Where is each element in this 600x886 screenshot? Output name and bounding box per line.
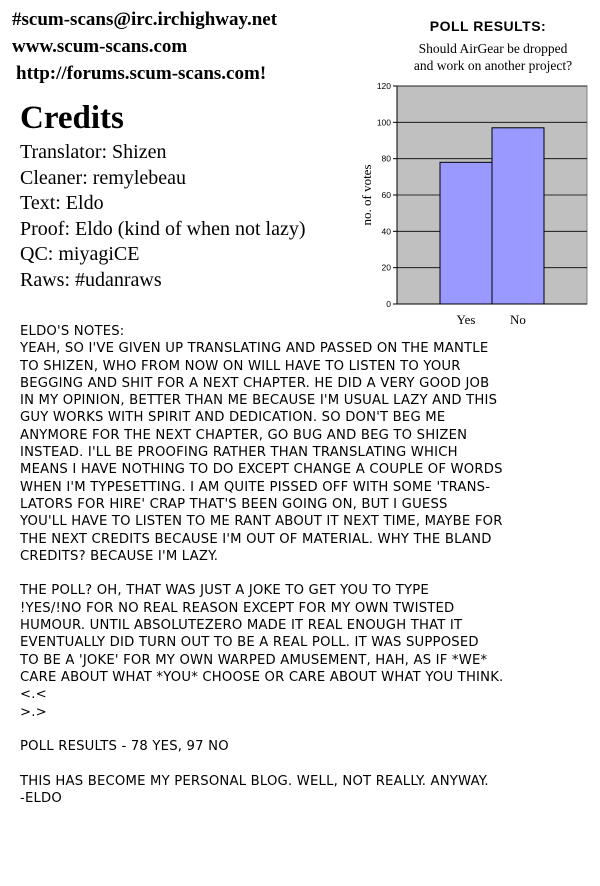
notes-line: THE POLL? OH, THAT WAS JUST A JOKE TO GET YOU TO TYPE bbox=[20, 583, 429, 599]
notes-line: INSTEAD. I'LL BE PROOFING RATHER THAN TRANSLATING WHICH bbox=[20, 445, 458, 461]
y-tick-label: 20 bbox=[381, 262, 391, 273]
poll-question-line-2: and work on another project? bbox=[413, 58, 573, 73]
signature-line: -ELDO bbox=[20, 791, 62, 807]
notes-paragraph-2 bbox=[20, 582, 592, 720]
notes-line: TO SHIZEN, WHO FROM NOW ON WILL HAVE TO LISTEN TO YOUR bbox=[20, 358, 461, 374]
notes-line: LATORS FOR HIRE' CRAP THAT'S BEEN GOING ON, BUT I GUESS bbox=[20, 496, 448, 512]
notes-line: IN MY OPINION, BETTER THAN ME BECAUSE I'M USUAL LAZY AND THIS bbox=[20, 393, 498, 409]
notes-line: THE NEXT CREDITS BECAUSE I'M OUT OF MATERIAL. WHY THE BLAND bbox=[20, 531, 492, 547]
notes-line: EVENTUALLY DID TURN OUT TO BE A REAL POLL. IT WAS SUPPOSED bbox=[20, 635, 479, 651]
forum-url: http://forums.scum-scans.com! bbox=[16, 63, 267, 84]
notes-line: BEGGING AND SHIT FOR A NEXT CHAPTER. HE DID A VERY GOOD JOB bbox=[20, 375, 490, 391]
notes-line: YEAH, SO I'VE GIVEN UP TRANSLATING AND PASSED ON THE MANTLE bbox=[20, 341, 489, 357]
y-tick-label: 40 bbox=[381, 226, 391, 237]
credit-translator: Translator: Shizen bbox=[20, 141, 167, 163]
poll-bar-chart bbox=[355, 78, 595, 328]
notes-line: THIS HAS BECOME MY PERSONAL BLOG. WELL, NOT REALLY. ANYWAY. bbox=[20, 773, 489, 789]
x-tick-label: No bbox=[510, 312, 526, 327]
notes-line: !YES/!NO FOR NO REAL REASON EXCEPT FOR MY OWN TWISTED bbox=[20, 600, 455, 616]
irc-channel: #scum-scans@irc.irchighway.net bbox=[12, 9, 278, 30]
notes-line: ANYMORE FOR THE NEXT CHAPTER, GO BUG AND BEG TO SHIZEN bbox=[20, 427, 468, 443]
notes-line: TO BE A 'JOKE' FOR MY OWN WARPED AMUSEMENT, HAH, AS IF *WE* bbox=[20, 652, 488, 668]
y-tick-label: 80 bbox=[381, 153, 391, 164]
y-tick-label: 120 bbox=[376, 81, 391, 91]
credit-text: Text: Eldo bbox=[20, 192, 104, 214]
credit-raws: Raws: #udanraws bbox=[20, 268, 162, 291]
scanlator-links bbox=[12, 6, 277, 87]
notes-line: MEANS I HAVE NOTHING TO DO EXCEPT CHANGE A COUPLE OF WORDS bbox=[20, 462, 503, 478]
credit-qc: QC: miyagiCE bbox=[20, 243, 140, 265]
notes-line: CREDITS? BECAUSE I'M LAZY. bbox=[20, 548, 219, 564]
poll-heading: POLL RESULTS: bbox=[429, 18, 547, 34]
credit-cleaner: Cleaner: remylebeau bbox=[20, 166, 187, 189]
notes-line: >.> bbox=[20, 704, 47, 720]
notes-line: <.< bbox=[20, 687, 47, 703]
eldo-notes bbox=[20, 323, 592, 825]
poll-question-line-1: Should AirGear be dropped bbox=[418, 41, 568, 56]
credits-section bbox=[20, 100, 306, 293]
notes-line: ELDO'S NOTES: bbox=[20, 324, 125, 339]
notes-line: WHEN I'M TYPESETTING. I AM QUITE PISSED OFF WITH SOME 'TRANS- bbox=[20, 479, 491, 495]
poll-results-line: POLL RESULTS - 78 YES, 97 NO bbox=[20, 739, 229, 755]
y-axis-label: no. of votes bbox=[359, 164, 374, 226]
notes-line: HUMOUR. UNTIL ABSOLUTEZERO MADE IT REAL ENOUGH THAT IT bbox=[20, 618, 463, 634]
credit-proof: Proof: Eldo (kind of when not lazy) bbox=[20, 217, 306, 240]
bar-yes bbox=[440, 162, 492, 304]
y-tick-label: 0 bbox=[386, 299, 391, 309]
notes-paragraph-3 bbox=[20, 738, 592, 755]
poll-question bbox=[398, 40, 588, 74]
bar-no bbox=[492, 128, 544, 304]
website-url: www.scum-scans.com bbox=[12, 36, 188, 57]
notes-line: YOU'LL HAVE TO LISTEN TO ME RANT ABOUT IT NEXT TIME, MAYBE FOR bbox=[20, 514, 503, 530]
credits-title: Credits bbox=[20, 100, 124, 136]
notes-line: CARE ABOUT WHAT *YOU* CHOOSE OR CARE ABOUT WHAT YOU THINK. bbox=[20, 669, 504, 685]
y-tick-label: 100 bbox=[376, 117, 391, 128]
notes-paragraph-1 bbox=[20, 323, 592, 565]
notes-paragraph-4 bbox=[20, 773, 592, 808]
y-tick-label: 60 bbox=[381, 190, 391, 200]
x-tick-label: Yes bbox=[456, 312, 476, 327]
notes-line: GUY WORKS WITH SPIRIT AND DEDICATION. SO DON'T BEG ME bbox=[20, 410, 446, 426]
